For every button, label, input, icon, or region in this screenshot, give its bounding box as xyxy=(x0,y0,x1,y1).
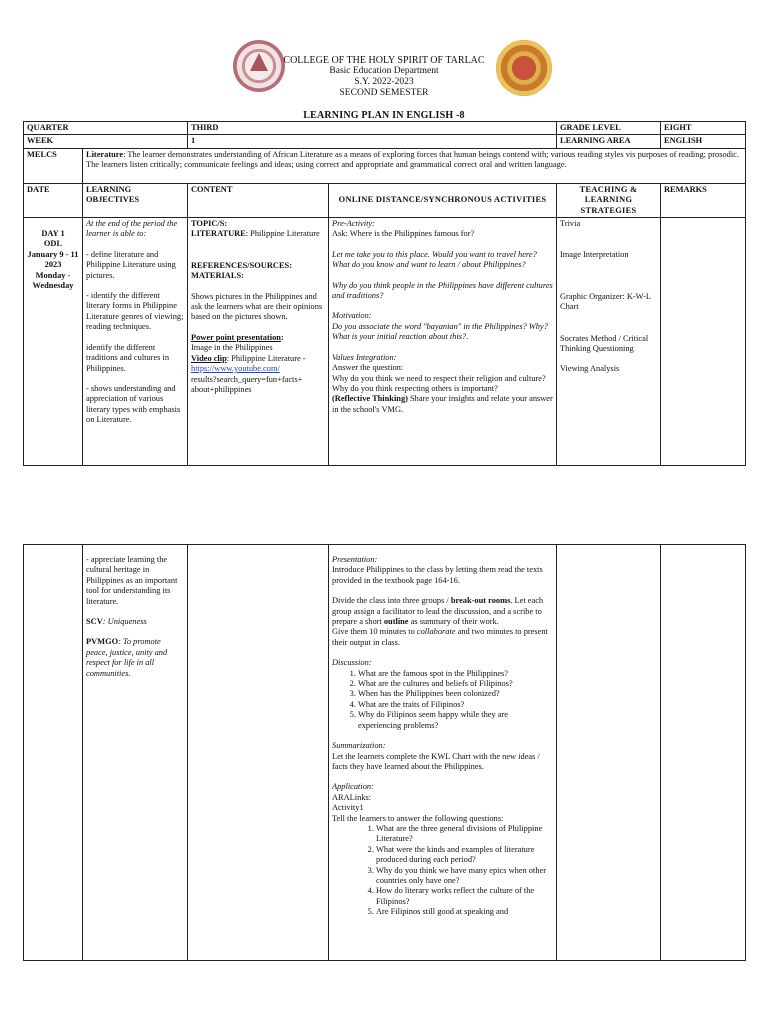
learning-plan-table xyxy=(23,121,746,466)
melcs-text: Literature: The learner demonstrates understanding of African Literature as a means of exploring forces that human beings contend with; various reading styles vis purposes of reading; prosodic. The learners listen critically; communicate feelings and ideas; using correct and appropriate and grammatical correct oral and written language. xyxy=(83,148,746,183)
semester: SECOND SEMESTER xyxy=(339,88,429,98)
content-cell: TOPIC/S: LITERATURE: Philippine Literature REFERENCES/SOURCES: MATERIALS: Shows pictures in the Philippines and ask the learners what are their opinions based on the pictures shown. Power point presentation: Image in the Philippines Video clip: Philippine Literature - https://www.youtube.com/ results?search_query=fun+facts+ about+philippines xyxy=(188,218,329,466)
video-link[interactable]: https://www.youtube.com/ xyxy=(191,364,280,374)
objectives-cell-continued: - appreciate learning the cultural heritage in Philippines as an important tool for understanding its literature. SCV: Uniqueness PVMGO: To promote peace, justice, unity and respect for life in all communities. xyxy=(83,545,188,961)
day1-continued-row xyxy=(24,545,746,961)
application-questions-list: 1. What are the three general divisions of Philippine Literature? 2. What were the kinds and examples of literature produced during each period? 3. Why do you think we have many epics when other countries only have one? 4. How do literary works reflect the culture of the Filipinos? 5. Are Filipinos still good at speaking and xyxy=(332,824,553,918)
objectives-header: LEARNING OBJECTIVES xyxy=(83,183,188,217)
grade-level-value: EIGHT xyxy=(661,122,746,135)
content-cell-continued xyxy=(188,545,329,961)
learning-area-value: ENGLISH xyxy=(661,135,746,148)
discussion-list: 1. What are the famous spot in the Philippines? 2. What are the cultures and beliefs of Filipinos? 3. When has the Philippines been colonized? 4. What are the traits of Filipinos? 5. Why do Filipinos seem happy while they are experiencing problems? xyxy=(332,669,553,731)
remarks-cell xyxy=(661,218,746,466)
week-value: 1 xyxy=(188,135,557,148)
activities-header: ONLINE DISTANCE/SYNCHRONOUS ACTIVITIES xyxy=(329,183,557,217)
plan-title: LEARNING PLAN IN ENGLISH -8 xyxy=(303,110,465,121)
strategies-cell-continued xyxy=(557,545,661,961)
week-row xyxy=(24,135,746,148)
date-header: DATE xyxy=(24,183,83,217)
day-cell-continued xyxy=(24,545,83,961)
strategies-cell: Trivia Image Interpretation Graphic Organizer: K-W-L Chart Socrates Method / Critical Thinking Questioning Viewing Analysis xyxy=(557,218,661,466)
column-header-row xyxy=(24,183,746,217)
week-label: WEEK xyxy=(24,135,188,148)
activities-cell-continued: Presentation: Introduce Philippines to the class by letting them read the texts provided in the textbook page 164-16. Divide the class into three groups / break-out rooms. Let each group assign a facilitator to lead the discussion, and a scribe to prepare a short outline as summary of their work. Give them 10 minutes to collaborate and two minutes to present their output in class. Discussion: 1. What are the famous spot in the Philippines? 2. What are the cultures and beliefs of Filipinos? 3. When has the Philippines been colonized? 4. What are the traits of Filipinos? 5. Why do Filipinos seem happy while they are experiencing problems? Summarization: Let the learners complete the KWL Chart with the new ideas / facts they have learned about the Philippines. Application: ARALinks: Activity1 Tell the learners to answer the following questions: 1. What are the three general divisions of Philippine Literature? 2. What were the kinds and examples of literature produced during each period? 3. Why do you think we have many epics when other countries only have one? 4. How do literary works reflect the culture of the Filipinos? 5. Are Filipinos still good at speaking and xyxy=(329,545,557,961)
quarter-value: THIRD xyxy=(188,122,557,135)
grade-level-label: GRADE LEVEL xyxy=(557,122,661,135)
content-header: CONTENT xyxy=(188,183,329,217)
learning-plan-table-continued xyxy=(23,544,746,961)
quarter-label: QUARTER xyxy=(24,122,188,135)
melcs-label: MELCS xyxy=(24,148,83,183)
department-name: Basic Education Department xyxy=(329,66,439,76)
remarks-header: REMARKS xyxy=(661,183,746,217)
melcs-row xyxy=(24,148,746,183)
day-cell: DAY 1 ODL January 9 - 11 2023 Monday - Wednesday xyxy=(24,218,83,466)
strategies-header: TEACHING & LEARNING STRATEGIES xyxy=(557,183,661,217)
remarks-cell-continued xyxy=(661,545,746,961)
learning-area-label: LEARNING AREA xyxy=(557,135,661,148)
quarter-row xyxy=(24,122,746,135)
school-year: S.Y. 2022-2023 xyxy=(354,77,414,87)
objectives-cell: At the end of the period the learner is able to: - define literature and Philippine Literature using pictures. - identify the different literary forms in Philippine Literature genres of viewing; reading techniques. identify the different traditions and cultures in Philippines. - shows understanding and appreciation of various literary types with emphasis on Literature. xyxy=(83,218,188,466)
day1-row xyxy=(24,218,746,466)
school-name: COLLEGE OF THE HOLY SPIRIT OF TARLAC xyxy=(283,55,485,66)
activities-cell: Pre-Activity: Ask: Where is the Philippines famous for? Let me take you to this place. Would you want to travel here? What do you know and want to learn / about Philippines? Why do you think people in the Philippines have different cultures and traditions? Motivation: Do you associate the word "bayanian" in the Philippines? Why? What is your initial reaction about this?. Values Integration: Answer the question: Why do you think we need to respect their religion and culture? Why do you think respecting others is important? (Reflective Thinking) Share your insights and relate your answer in the school's VMG. xyxy=(329,218,557,466)
